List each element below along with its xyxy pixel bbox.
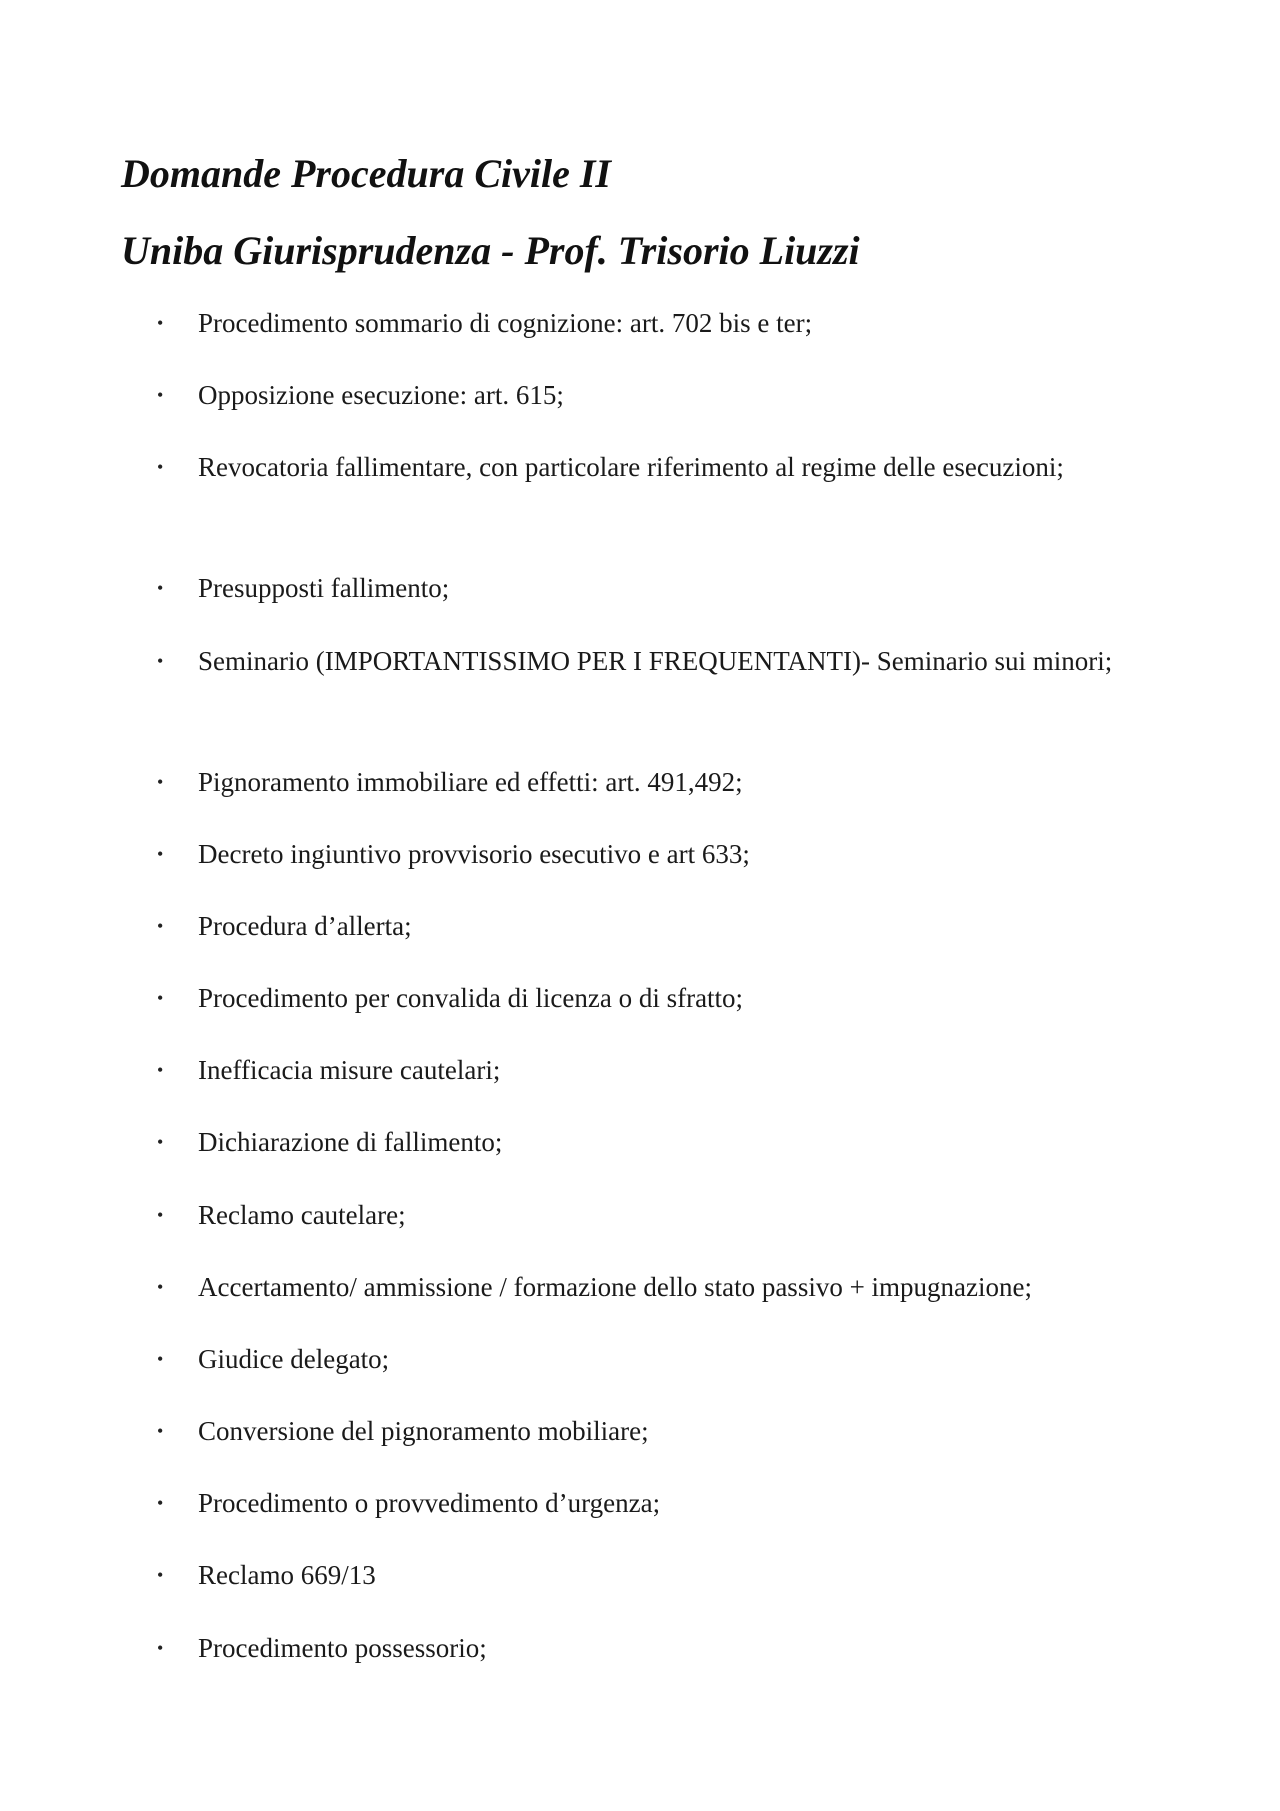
list-item-text: Revocatoria fallimentare, con particolare riferimento al regime delle esecuzioni; — [198, 452, 1064, 482]
bullet-icon: • — [157, 1060, 164, 1080]
list-item-text: Procedimento per convalida di licenza o di sfratto; — [198, 983, 744, 1013]
list-item-text: Conversione del pignoramento mobiliare; — [198, 1416, 649, 1446]
list-item-text: Decreto ingiuntivo provvisorio esecutivo e art 633; — [198, 839, 750, 869]
bullet-icon: • — [157, 457, 164, 477]
document-title: Domande Procedura Civile II — [121, 151, 611, 196]
bullet-icon: • — [157, 844, 164, 864]
bullet-icon: • — [157, 313, 164, 333]
list-item-text: Pignoramento immobiliare ed effetti: art. 491,492; — [198, 767, 743, 797]
list-item-text: Opposizione esecuzione: art. 615; — [198, 380, 564, 410]
list-item-text: Procedimento sommario di cognizione: art. 702 bis e ter; — [198, 308, 813, 338]
list-item-text: Presupposti fallimento; — [198, 573, 450, 603]
document-subtitle: Uniba Giurisprudenza - Prof. Trisorio Liuzzi — [121, 228, 860, 273]
bullet-icon: • — [157, 916, 164, 936]
bullet-icon: • — [157, 1349, 164, 1369]
bullet-icon: • — [157, 772, 164, 792]
bullet-icon: • — [157, 1493, 164, 1513]
list-item-text: Procedimento possessorio; — [198, 1633, 487, 1663]
bullet-icon: • — [157, 1205, 164, 1225]
list-item-text: Inefficacia misure cautelari; — [198, 1055, 501, 1085]
list-item-text: Accertamento/ ammissione / formazione dello stato passivo + impugnazione; — [198, 1272, 1033, 1302]
list-item-text: Procedimento o provvedimento d’urgenza; — [198, 1488, 661, 1518]
list-item-text: Seminario (IMPORTANTISSIMO PER I FREQUENTANTI)- Seminario sui minori; — [198, 646, 1113, 676]
list-item-text: Reclamo cautelare; — [198, 1200, 406, 1230]
bullet-icon: • — [157, 651, 164, 671]
list-item-text: Giudice delegato; — [198, 1344, 390, 1374]
bullet-icon: • — [157, 578, 164, 598]
list-item-text: Reclamo 669/13 — [198, 1560, 376, 1590]
bullet-icon: • — [157, 1638, 164, 1658]
bullet-icon: • — [157, 385, 164, 405]
list-item-text: Procedura d’allerta; — [198, 911, 412, 941]
bullet-icon: • — [157, 1565, 164, 1585]
list-item-text: Dichiarazione di fallimento; — [198, 1127, 503, 1157]
bullet-icon: • — [157, 1132, 164, 1152]
bullet-icon: • — [157, 1421, 164, 1441]
bullet-icon: • — [157, 1277, 164, 1297]
bullet-icon: • — [157, 988, 164, 1008]
